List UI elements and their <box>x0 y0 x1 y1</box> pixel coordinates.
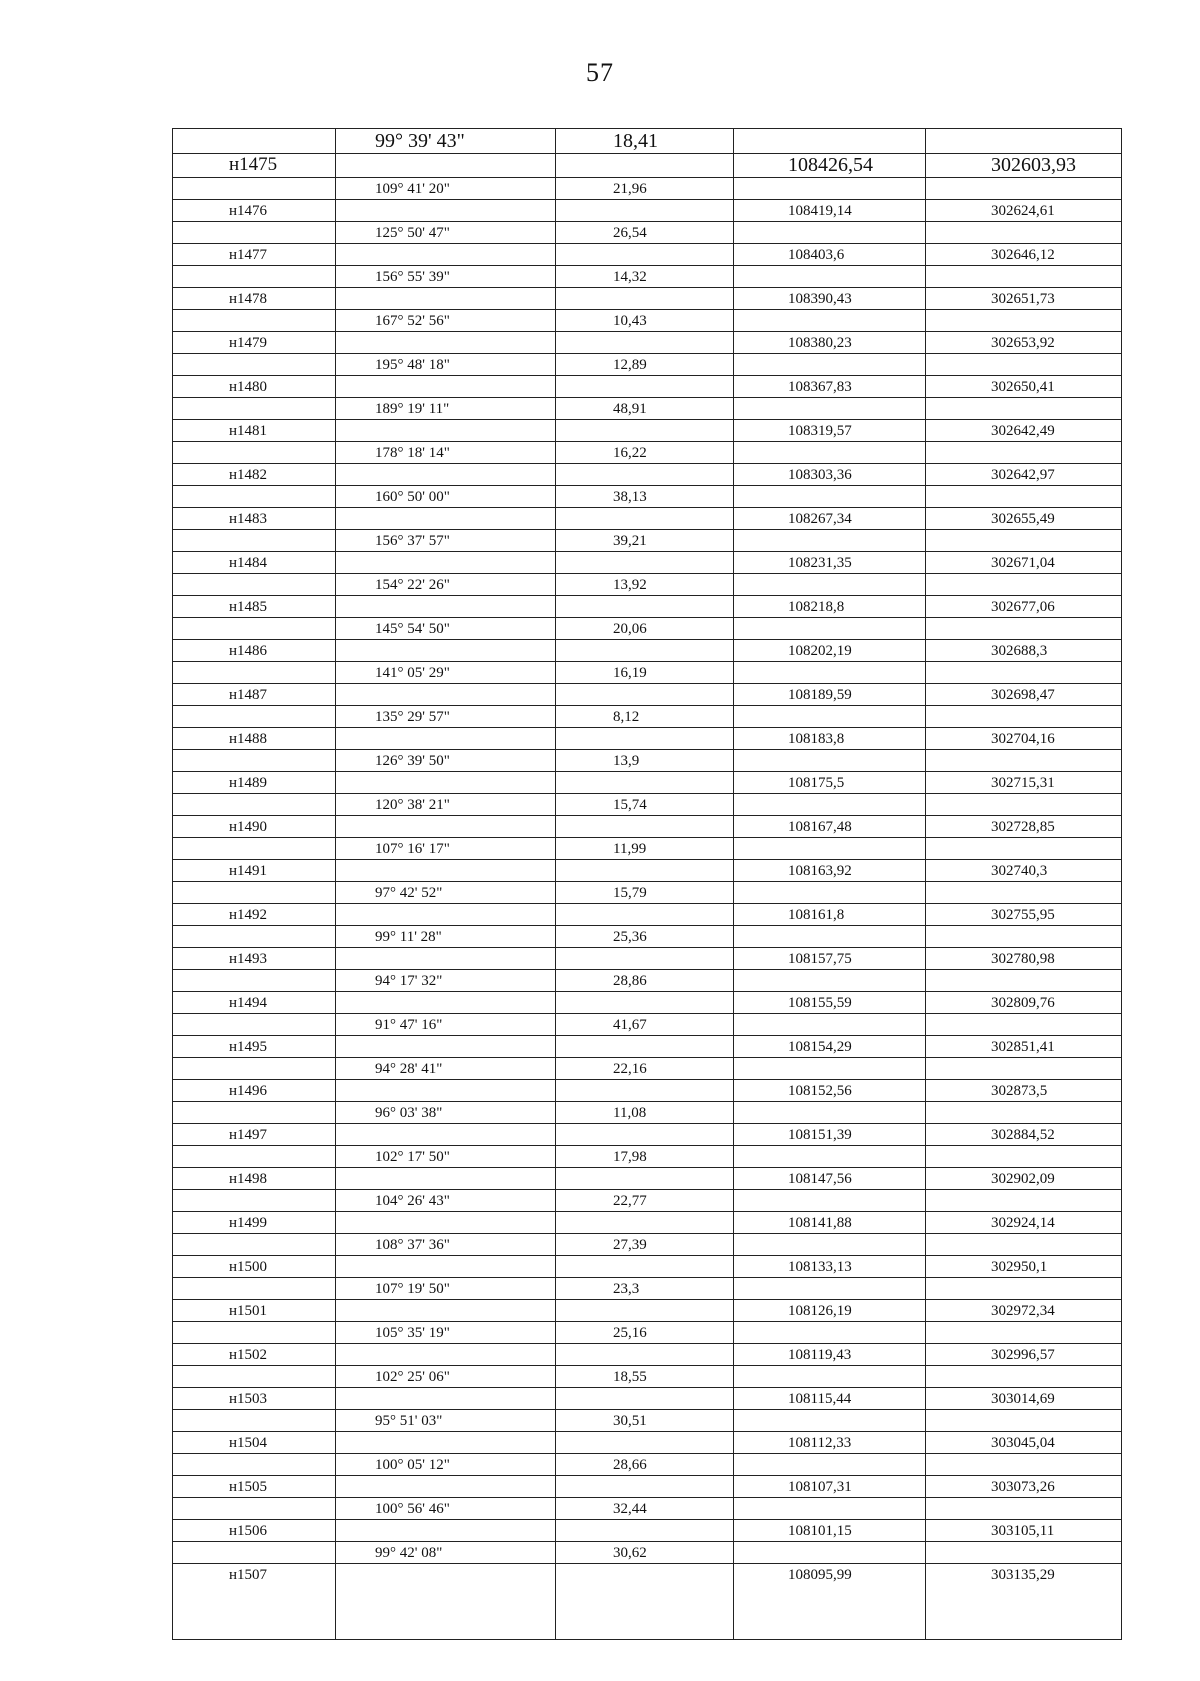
point-id: н1488 <box>229 731 268 747</box>
direction-angle: 154° 22' 26" <box>375 577 450 593</box>
coordinate-y: 302902,09 <box>991 1171 1055 1187</box>
segment-row <box>173 265 1121 288</box>
point-row <box>173 243 1121 266</box>
segment-row <box>173 1541 1121 1564</box>
point-row <box>173 1167 1121 1190</box>
direction-angle: 99° 11' 28" <box>375 929 442 945</box>
point-row <box>173 375 1121 398</box>
coordinate-y: 302642,49 <box>991 423 1055 439</box>
segment-length: 18,41 <box>613 130 658 152</box>
segment-length: 22,16 <box>613 1061 647 1077</box>
coordinate-x: 108101,15 <box>788 1523 852 1539</box>
table-row <box>173 129 1121 177</box>
segment-row <box>173 617 1121 640</box>
point-row <box>173 815 1121 838</box>
table-row <box>173 705 1121 749</box>
coordinate-y: 303045,04 <box>991 1435 1055 1451</box>
segment-row <box>173 1189 1121 1212</box>
direction-angle: 99° 39' 43" <box>375 130 465 152</box>
segment-length: 23,3 <box>613 1281 640 1297</box>
coordinate-y: 303135,29 <box>991 1567 1055 1583</box>
table-row <box>173 441 1121 485</box>
direction-angle: 96° 03' 38" <box>375 1105 443 1121</box>
segment-row <box>173 661 1121 684</box>
point-row <box>173 1475 1121 1498</box>
coordinate-x: 108119,43 <box>788 1347 852 1363</box>
segment-row <box>173 705 1121 728</box>
segment-length: 22,77 <box>613 1193 647 1209</box>
coordinate-y: 302653,92 <box>991 335 1055 351</box>
segment-length: 39,21 <box>613 533 647 549</box>
point-row <box>173 1563 1121 1585</box>
coordinate-x: 108155,59 <box>788 995 852 1011</box>
point-row <box>173 727 1121 750</box>
table-row <box>173 309 1121 353</box>
coordinate-y: 302996,57 <box>991 1347 1055 1363</box>
segment-row <box>173 881 1121 904</box>
table-row <box>173 573 1121 617</box>
segment-row <box>173 573 1121 596</box>
table-row <box>173 881 1121 925</box>
point-id: н1482 <box>229 467 268 483</box>
coordinates-table <box>172 128 1122 1640</box>
coordinate-y: 302698,47 <box>991 687 1055 703</box>
coordinate-x: 108419,14 <box>788 203 852 219</box>
coordinate-y: 302780,98 <box>991 951 1055 967</box>
direction-angle: 108° 37' 36" <box>375 1237 450 1253</box>
segment-length: 20,06 <box>613 621 647 637</box>
point-row <box>173 1123 1121 1146</box>
coordinate-y: 302624,61 <box>991 203 1055 219</box>
point-row <box>173 551 1121 574</box>
segment-length: 12,89 <box>613 357 647 373</box>
coordinate-x: 108151,39 <box>788 1127 852 1143</box>
coordinate-x: 108161,8 <box>788 907 845 923</box>
coordinate-y: 302755,95 <box>991 907 1055 923</box>
table-body <box>173 129 1121 1639</box>
segment-length: 25,16 <box>613 1325 647 1341</box>
table-row <box>173 1277 1121 1321</box>
table-row <box>173 1321 1121 1365</box>
segment-row <box>173 969 1121 992</box>
point-id: н1480 <box>229 379 268 395</box>
point-id: н1507 <box>229 1567 268 1583</box>
segment-row <box>173 129 1121 154</box>
point-id: н1476 <box>229 203 268 219</box>
coordinate-x: 108390,43 <box>788 291 852 307</box>
coordinate-x: 108141,88 <box>788 1215 852 1231</box>
segment-length: 11,99 <box>613 841 647 857</box>
point-row <box>173 1035 1121 1058</box>
table-row <box>173 925 1121 969</box>
coordinate-x: 108367,83 <box>788 379 852 395</box>
table-row <box>173 529 1121 573</box>
point-row <box>173 1211 1121 1234</box>
table-row <box>173 1365 1121 1409</box>
direction-angle: 126° 39' 50" <box>375 753 450 769</box>
table-row <box>173 353 1121 397</box>
coordinate-y: 302651,73 <box>991 291 1055 307</box>
table-row <box>173 749 1121 793</box>
point-id: н1505 <box>229 1479 268 1495</box>
point-row <box>173 199 1121 222</box>
table-row <box>173 1013 1121 1057</box>
point-id: н1479 <box>229 335 268 351</box>
table-row <box>173 837 1121 881</box>
table-row <box>173 221 1121 265</box>
segment-row <box>173 925 1121 948</box>
direction-angle: 189° 19' 11" <box>375 401 450 417</box>
segment-row <box>173 749 1121 772</box>
segment-row <box>173 1365 1121 1388</box>
table-row <box>173 397 1121 441</box>
point-row <box>173 331 1121 354</box>
point-id: н1489 <box>229 775 268 791</box>
point-id: н1495 <box>229 1039 268 1055</box>
segment-length: 16,19 <box>613 665 647 681</box>
point-id: н1491 <box>229 863 268 879</box>
direction-angle: 97° 42' 52" <box>375 885 443 901</box>
coordinate-x: 108147,56 <box>788 1171 852 1187</box>
segment-row <box>173 1497 1121 1520</box>
segment-row <box>173 1013 1121 1036</box>
segment-length: 15,79 <box>613 885 647 901</box>
coordinate-y: 302704,16 <box>991 731 1055 747</box>
segment-length: 48,91 <box>613 401 647 417</box>
point-id: н1478 <box>229 291 268 307</box>
segment-length: 27,39 <box>613 1237 647 1253</box>
segment-row <box>173 221 1121 244</box>
segment-length: 28,86 <box>613 973 647 989</box>
point-id: н1497 <box>229 1127 268 1143</box>
point-id: н1483 <box>229 511 268 527</box>
coordinate-y: 302740,3 <box>991 863 1048 879</box>
table-row <box>173 1409 1121 1453</box>
segment-length: 41,67 <box>613 1017 647 1033</box>
segment-length: 13,9 <box>613 753 640 769</box>
direction-angle: 100° 05' 12" <box>375 1457 450 1473</box>
direction-angle: 178° 18' 14" <box>375 445 450 461</box>
segment-length: 8,12 <box>613 709 640 725</box>
segment-row <box>173 1101 1121 1124</box>
point-id: н1487 <box>229 687 268 703</box>
coordinate-x: 108267,34 <box>788 511 852 527</box>
table-row <box>173 661 1121 705</box>
coordinate-x: 108380,23 <box>788 335 852 351</box>
coordinate-x: 108107,31 <box>788 1479 852 1495</box>
point-id: н1499 <box>229 1215 268 1231</box>
segment-length: 30,51 <box>613 1413 647 1429</box>
point-id: н1484 <box>229 555 268 571</box>
table-row <box>173 1233 1121 1277</box>
coordinate-y: 302884,52 <box>991 1127 1055 1143</box>
direction-angle: 100° 56' 46" <box>375 1501 450 1517</box>
direction-angle: 135° 29' 57" <box>375 709 450 725</box>
coordinate-y: 302655,49 <box>991 511 1055 527</box>
point-id: н1493 <box>229 951 268 967</box>
segment-row <box>173 793 1121 816</box>
direction-angle: 91° 47' 16" <box>375 1017 443 1033</box>
direction-angle: 120° 38' 21" <box>375 797 450 813</box>
direction-angle: 94° 17' 32" <box>375 973 443 989</box>
coordinate-x: 108152,56 <box>788 1083 852 1099</box>
segment-length: 32,44 <box>613 1501 647 1517</box>
direction-angle: 107° 19' 50" <box>375 1281 450 1297</box>
point-id: н1500 <box>229 1259 268 1275</box>
table-row <box>173 1189 1121 1233</box>
segment-length: 26,54 <box>613 225 647 241</box>
table-row <box>173 177 1121 221</box>
coordinate-x: 108133,13 <box>788 1259 852 1275</box>
coordinate-x: 108115,44 <box>788 1391 852 1407</box>
direction-angle: 107° 16' 17" <box>375 841 450 857</box>
coordinate-y: 302688,3 <box>991 643 1048 659</box>
point-id: н1503 <box>229 1391 268 1407</box>
table-row <box>173 969 1121 1013</box>
table-row <box>173 1145 1121 1189</box>
point-row <box>173 683 1121 706</box>
coordinate-y: 302642,97 <box>991 467 1055 483</box>
segment-row <box>173 1321 1121 1344</box>
point-row <box>173 639 1121 662</box>
point-id: н1504 <box>229 1435 268 1451</box>
direction-angle: 94° 28' 41" <box>375 1061 443 1077</box>
point-row <box>173 463 1121 486</box>
coordinate-y: 302851,41 <box>991 1039 1055 1055</box>
point-row <box>173 507 1121 530</box>
coordinate-y: 302728,85 <box>991 819 1055 835</box>
coordinate-x: 108154,29 <box>788 1039 852 1055</box>
segment-length: 30,62 <box>613 1545 647 1561</box>
segment-row <box>173 1145 1121 1168</box>
coordinate-x: 108231,35 <box>788 555 852 571</box>
point-row <box>173 1431 1121 1454</box>
segment-row <box>173 1277 1121 1300</box>
direction-angle: 156° 55' 39" <box>375 269 450 285</box>
coordinate-y: 303073,26 <box>991 1479 1055 1495</box>
direction-angle: 95° 51' 03" <box>375 1413 443 1429</box>
coordinate-y: 302671,04 <box>991 555 1055 571</box>
segment-length: 21,96 <box>613 181 647 197</box>
coordinate-y: 302873,5 <box>991 1083 1048 1099</box>
direction-angle: 195° 48' 18" <box>375 357 450 373</box>
point-id: н1485 <box>229 599 268 615</box>
segment-row <box>173 441 1121 464</box>
point-id: н1496 <box>229 1083 268 1099</box>
table-row <box>173 617 1121 661</box>
point-row <box>173 1255 1121 1278</box>
segment-row <box>173 1057 1121 1080</box>
coordinate-x: 108403,6 <box>788 247 845 263</box>
point-row <box>173 1519 1121 1542</box>
segment-length: 16,22 <box>613 445 647 461</box>
coordinate-x: 108303,36 <box>788 467 852 483</box>
segment-row <box>173 353 1121 376</box>
segment-row <box>173 309 1121 332</box>
point-id: н1506 <box>229 1523 268 1539</box>
coordinate-x: 108112,33 <box>788 1435 852 1451</box>
segment-length: 18,55 <box>613 1369 647 1385</box>
direction-angle: 156° 37' 57" <box>375 533 450 549</box>
point-id: н1475 <box>229 154 278 175</box>
direction-angle: 102° 17' 50" <box>375 1149 450 1165</box>
segment-row <box>173 485 1121 508</box>
segment-row <box>173 1409 1121 1432</box>
segment-length: 25,36 <box>613 929 647 945</box>
point-row <box>173 419 1121 442</box>
table-row <box>173 1497 1121 1541</box>
coordinate-x: 108218,8 <box>788 599 845 615</box>
point-row <box>173 903 1121 926</box>
coordinate-y: 303014,69 <box>991 1391 1055 1407</box>
point-row <box>173 991 1121 1014</box>
coordinate-y: 302646,12 <box>991 247 1055 263</box>
coordinate-x: 108202,19 <box>788 643 852 659</box>
coordinate-x: 108426,54 <box>788 154 873 176</box>
point-id: н1492 <box>229 907 268 923</box>
coordinate-y: 302924,14 <box>991 1215 1055 1231</box>
table-row <box>173 793 1121 837</box>
point-id: н1501 <box>229 1303 268 1319</box>
coordinate-y: 303105,11 <box>991 1523 1055 1539</box>
direction-angle: 167° 52' 56" <box>375 313 450 329</box>
coordinate-x: 108126,19 <box>788 1303 852 1319</box>
segment-length: 17,98 <box>613 1149 647 1165</box>
segment-length: 15,74 <box>613 797 647 813</box>
segment-row <box>173 397 1121 420</box>
direction-angle: 109° 41' 20" <box>375 181 450 197</box>
table-row <box>173 485 1121 529</box>
point-row <box>173 1299 1121 1322</box>
coordinate-x: 108183,8 <box>788 731 845 747</box>
segment-row <box>173 177 1121 200</box>
direction-angle: 141° 05' 29" <box>375 665 450 681</box>
point-id: н1490 <box>229 819 268 835</box>
table-row <box>173 1453 1121 1497</box>
coordinate-y: 302650,41 <box>991 379 1055 395</box>
segment-length: 11,08 <box>613 1105 647 1121</box>
segment-length: 38,13 <box>613 489 647 505</box>
direction-angle: 102° 25' 06" <box>375 1369 450 1385</box>
table-row <box>173 265 1121 309</box>
point-row <box>173 771 1121 794</box>
coordinate-y: 302603,93 <box>991 154 1076 176</box>
point-row <box>173 1387 1121 1410</box>
coordinate-y: 302972,34 <box>991 1303 1055 1319</box>
coordinate-x: 108167,48 <box>788 819 852 835</box>
page-number: 57 <box>586 58 614 87</box>
segment-length: 13,92 <box>613 577 647 593</box>
segment-row <box>173 529 1121 552</box>
point-id: н1498 <box>229 1171 268 1187</box>
point-row <box>173 947 1121 970</box>
table-row <box>173 1101 1121 1145</box>
direction-angle: 145° 54' 50" <box>375 621 450 637</box>
point-id: н1494 <box>229 995 268 1011</box>
coordinate-y: 302809,76 <box>991 995 1055 1011</box>
point-row <box>173 1079 1121 1102</box>
segment-length: 14,32 <box>613 269 647 285</box>
point-id: н1486 <box>229 643 268 659</box>
coordinate-y: 302950,1 <box>991 1259 1048 1275</box>
direction-angle: 105° 35' 19" <box>375 1325 450 1341</box>
table-row <box>173 1057 1121 1101</box>
direction-angle: 99° 42' 08" <box>375 1545 443 1561</box>
coordinate-y: 302715,31 <box>991 775 1055 791</box>
point-row <box>173 595 1121 618</box>
segment-row <box>173 837 1121 860</box>
coordinate-y: 302677,06 <box>991 599 1055 615</box>
point-id: н1502 <box>229 1347 268 1363</box>
direction-angle: 125° 50' 47" <box>375 225 450 241</box>
table-row <box>173 1541 1121 1585</box>
point-row <box>173 859 1121 882</box>
segment-row <box>173 1233 1121 1256</box>
coordinate-x: 108319,57 <box>788 423 852 439</box>
point-row <box>173 153 1121 178</box>
segment-length: 28,66 <box>613 1457 647 1473</box>
segment-length: 10,43 <box>613 313 647 329</box>
direction-angle: 104° 26' 43" <box>375 1193 450 1209</box>
point-row <box>173 287 1121 310</box>
point-id: н1481 <box>229 423 268 439</box>
coordinate-x: 108095,99 <box>788 1567 852 1583</box>
direction-angle: 160° 50' 00" <box>375 489 450 505</box>
coordinate-x: 108189,59 <box>788 687 852 703</box>
coordinate-x: 108175,5 <box>788 775 845 791</box>
coordinate-x: 108157,75 <box>788 951 852 967</box>
coordinate-x: 108163,92 <box>788 863 852 879</box>
point-id: н1477 <box>229 247 268 263</box>
segment-row <box>173 1453 1121 1476</box>
point-row <box>173 1343 1121 1366</box>
